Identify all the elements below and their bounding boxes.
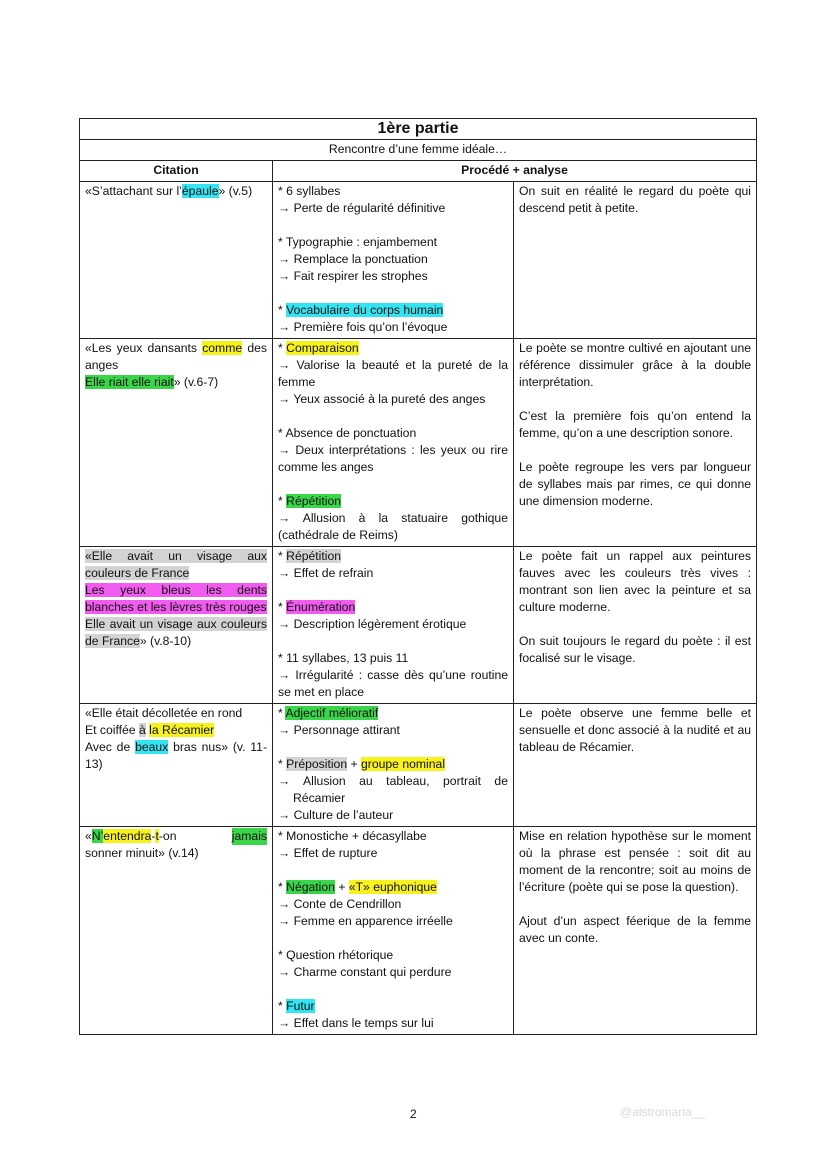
procede-line: * Négation + «T» euphonique (278, 880, 437, 894)
analyse-paragraph: Le poète observe une femme belle et sensuelle et donc associé à la nudité et au tableau de Récamier. (519, 706, 752, 754)
highlight: Adjectif mélioratif (285, 706, 379, 720)
citation-text: des anges (85, 341, 267, 372)
analyse-cell (514, 182, 757, 339)
procede-line: * Répétition (278, 549, 342, 563)
analyse-paragraph: Ajout d’un aspect féerique de la femme avec un conte. (519, 914, 752, 945)
highlight: groupe nominal (361, 757, 446, 771)
procede-line: → Deux interprétations : les yeux ou rire comme les anges (278, 443, 508, 474)
highlight: beaux (135, 740, 169, 754)
analyse-cell (514, 339, 757, 547)
analysis-table (79, 118, 757, 1035)
table-row (80, 339, 757, 547)
highlight: à (138, 723, 146, 737)
procede-line: → Perte de régularité définitive (278, 201, 446, 215)
analyse-paragraph: Le poète fait un rappel aux peintures fauves avec les couleurs très vives : montrant son lien avec la peinture et sa culture moderne. (519, 549, 752, 614)
procede-line: → Allusion au tableau, portrait de Récamier (278, 774, 508, 805)
highlight: jamais (231, 829, 267, 843)
procede-line: → Femme en apparence irréelle (278, 914, 453, 928)
highlight: Vocabulaire du corps humain (286, 303, 444, 317)
procede-cell (273, 704, 514, 827)
procede-cell (273, 827, 514, 1035)
procede-line: * 6 syllabes (278, 184, 341, 198)
highlight: Répétition (286, 549, 342, 563)
procede-cell (273, 339, 514, 547)
highlight: la Récamier (149, 723, 215, 737)
analyse-paragraph: Mise en relation hypothèse sur le moment où la phrase est pensée : soit dit au moment de la rencontre; soit au moins de l’écriture (poète qui se pose la question). (519, 829, 752, 894)
table-row (80, 182, 757, 339)
page-number: 2 (410, 1107, 417, 1121)
citation-text: Avec de (85, 740, 136, 754)
procede-line: → Conte de Cendrillon (278, 897, 402, 911)
procede-line: → Culture de l’auteur (278, 808, 394, 822)
citation-text: sonner minuit» (v.14) (85, 846, 199, 860)
highlight: Les yeux bleus les dents blanches et les lèvres très rouges (85, 583, 267, 614)
highlight: Elle avait un visage aux couleurs de France (85, 617, 267, 648)
column-header-procede: Procédé + analyse (273, 161, 757, 182)
highlight: Négation (286, 880, 335, 894)
procede-line: → Remplace la ponctuation (278, 252, 428, 266)
column-header-row (80, 161, 757, 182)
table-title: 1ère partie (80, 119, 757, 140)
title-row (80, 119, 757, 140)
highlight: entendra (103, 829, 152, 843)
procede-line: → Effet de rupture (278, 846, 378, 860)
procede-line: → Personnage attirant (278, 723, 400, 737)
procede-line: → Description légèrement érotique (278, 617, 467, 631)
citation-cell: «N’entendra-t-on jamais sonner minuit» (v.14) (80, 827, 273, 1035)
watermark: @alstromaria__ (620, 1105, 705, 1119)
citation-text: » (v.8-10) (139, 634, 192, 648)
procede-line: → Yeux associé à la pureté des anges (278, 392, 486, 406)
procede-line: → Allusion à la statuaire gothique (cathédrale de Reims) (278, 511, 508, 542)
analyse-paragraph: Le poète se montre cultivé en ajoutant une référence dissimuler grâce à la double interprétation. (519, 341, 752, 389)
procede-line: * Préposition + groupe nominal (278, 757, 446, 771)
analyse-paragraph: Le poète regroupe les vers par longueur de syllabes mais par rimes, ce qui donne une dimension moderne. (519, 460, 752, 508)
procede-line: * 11 syllabes, 13 puis 11 (278, 651, 409, 665)
procede-line: * Futur (278, 999, 315, 1013)
table-row (80, 704, 757, 827)
procede-line: → Irrégularité : casse dès qu’une routine se met en place (278, 668, 508, 699)
citation-text: Et coiffée (85, 723, 139, 737)
procede-line: * Comparaison (278, 341, 359, 355)
highlight: «T» euphonique (348, 880, 437, 894)
subtitle-row (80, 140, 757, 161)
analyse-cell (514, 704, 757, 827)
highlight: Futur (286, 999, 315, 1013)
highlight: comme (202, 341, 243, 355)
procede-line: * Énumération (278, 600, 356, 614)
table-row (80, 827, 757, 1035)
citation-text: «S’attachant sur l’ (85, 184, 182, 198)
procede-cell (273, 547, 514, 704)
procede-cell (273, 182, 514, 339)
procede-line: * Monostiche + décasyllabe (278, 829, 427, 843)
procede-line: → Fait respirer les strophes (278, 269, 428, 283)
analyse-cell (514, 827, 757, 1035)
citation-text: «Elle était décolletée en rond (85, 706, 243, 720)
procede-line: * Vocabulaire du corps humain (278, 303, 444, 317)
citation-cell (80, 704, 273, 827)
column-header-citation: Citation (80, 161, 273, 182)
citation-text: «Les yeux dansants (85, 341, 203, 355)
highlight: t (155, 829, 159, 843)
procede-line: → Effet de refrain (278, 566, 374, 580)
procede-line: * Absence de ponctuation (278, 426, 417, 440)
highlight: Préposition (286, 757, 348, 771)
table-row (80, 547, 757, 704)
table-subtitle: Rencontre d’une femme idéale… (80, 140, 757, 161)
highlight: épaule (181, 184, 219, 198)
citation-text: » (v.6-7) (173, 375, 219, 389)
citation-cell (80, 547, 273, 704)
analyse-paragraph: On suit en réalité le regard du poète qui descend petit à petite. (519, 184, 752, 215)
highlight: Comparaison (286, 341, 359, 355)
citation-cell (80, 339, 273, 547)
analyse-cell (514, 547, 757, 704)
highlight: Énumération (286, 600, 356, 614)
highlight: Elle riait elle riait (85, 375, 174, 389)
procede-line: * Répétition (278, 494, 342, 508)
procede-line: → Première fois qu’on l’évoque (278, 320, 448, 334)
highlight: Répétition (286, 494, 342, 508)
highlight: «Elle avait un visage aux couleurs de France (85, 549, 267, 580)
analyse-paragraph: C’est la première fois qu’on entend la femme, qu’on a une description sonore. (519, 409, 752, 440)
citation-text: » (v.5) (218, 184, 253, 198)
citation-cell (80, 182, 273, 339)
procede-line: → Valorise la beauté et la pureté de la femme (278, 358, 508, 389)
procede-line: * Typographie : enjambement (278, 235, 437, 249)
analyse-paragraph: On suit toujours le regard du poète : il est focalisé sur le visage. (519, 634, 752, 665)
procede-line: * Adjectif mélioratif (278, 706, 379, 720)
citation-text: bras nus» (v. 11-13) (85, 740, 268, 771)
procede-line: → Charme constant qui perdure (278, 965, 452, 979)
procede-line: * Question rhétorique (278, 948, 394, 962)
procede-line: → Effet dans le temps sur lui (278, 1016, 434, 1030)
highlight: N’ (91, 829, 104, 843)
